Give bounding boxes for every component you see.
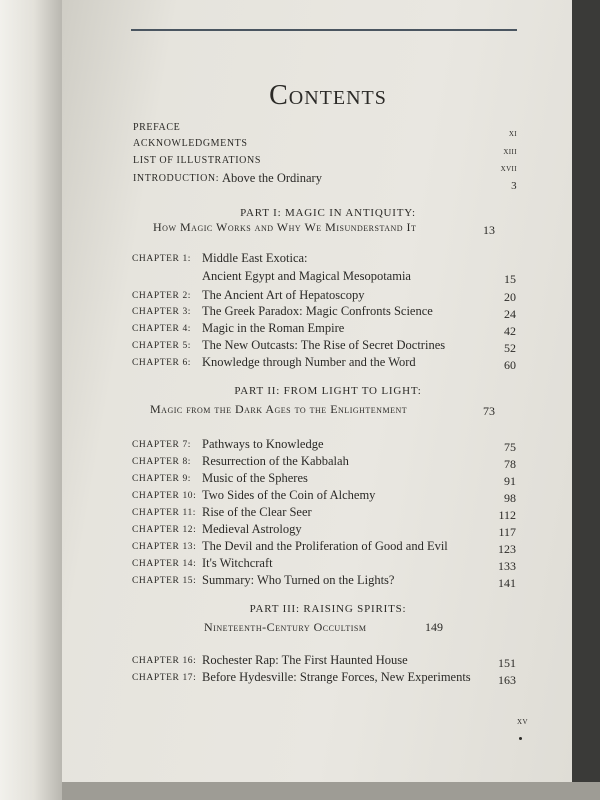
chapter-6-label: CHAPTER 6: xyxy=(132,358,192,368)
toc-entry-introduction-page: 3 xyxy=(511,180,517,192)
book-gutter xyxy=(0,0,62,800)
chapter-8-page: 78 xyxy=(504,457,516,471)
toc-entry-introduction-label: INTRODUCTION: xyxy=(133,173,220,184)
chapter-14-page: 133 xyxy=(498,559,516,573)
chapter-13-page: 123 xyxy=(498,542,516,556)
page-edge-shadow xyxy=(62,782,600,800)
chapter-11-page: 112 xyxy=(498,508,516,522)
part-3-page: 149 xyxy=(425,620,443,634)
chapter-12-page: 117 xyxy=(498,525,516,539)
part-2-page: 73 xyxy=(483,404,495,418)
chapter-14-title: It's Witchcraft xyxy=(202,556,273,570)
chapter-3-page: 24 xyxy=(504,307,516,321)
page-title: Contents xyxy=(269,80,387,111)
chapter-4-page: 42 xyxy=(504,324,516,338)
chapter-6-page: 60 xyxy=(504,358,516,372)
chapter-12-label: CHAPTER 12: xyxy=(132,525,197,535)
chapter-11-label: CHAPTER 11: xyxy=(132,508,197,518)
chapter-16-page: 151 xyxy=(498,656,516,670)
chapter-9-page: 91 xyxy=(504,474,516,488)
chapter-10-page: 98 xyxy=(504,491,516,505)
page-mark xyxy=(519,737,522,740)
chapter-1-title: Middle East Exotica: xyxy=(202,251,308,265)
toc-entry-introduction-title: Above the Ordinary xyxy=(222,171,322,185)
page-number: xv xyxy=(517,716,529,727)
toc-entry-illustrations-page: xvii xyxy=(500,163,517,174)
chapter-3-label: CHAPTER 3: xyxy=(132,307,192,317)
chapter-7-label: CHAPTER 7: xyxy=(132,440,192,450)
chapter-16-label: CHAPTER 16: xyxy=(132,656,197,666)
toc-entry-acknowledgments-page: xiii xyxy=(503,146,517,157)
chapter-4-label: CHAPTER 4: xyxy=(132,324,192,334)
chapter-2-title: The Ancient Art of Hepatoscopy xyxy=(202,288,365,302)
chapter-15-label: CHAPTER 15: xyxy=(132,576,197,586)
chapter-8-title: Resurrection of the Kabbalah xyxy=(202,454,349,468)
part-2-heading: PART II: FROM LIGHT TO LIGHT: xyxy=(234,385,422,397)
part-3-subtitle: Nineteenth-Century Occultism xyxy=(204,620,367,634)
chapter-15-page: 141 xyxy=(498,576,516,590)
chapter-1-title-line2: Ancient Egypt and Magical Mesopotamia xyxy=(202,269,411,283)
chapter-16-title: Rochester Rap: The First Haunted House xyxy=(202,653,408,667)
chapter-10-label: CHAPTER 10: xyxy=(132,491,197,501)
chapter-5-page: 52 xyxy=(504,341,516,355)
header-rule xyxy=(131,29,517,31)
chapter-17-title: Before Hydesville: Strange Forces, New Experiments xyxy=(202,670,471,684)
part-2-subtitle: Magic from the Dark Ages to the Enlightenment xyxy=(150,402,408,416)
chapter-3-title: The Greek Paradox: Magic Confronts Science xyxy=(202,304,433,318)
chapter-7-title: Pathways to Knowledge xyxy=(202,437,324,451)
chapter-9-title: Music of the Spheres xyxy=(202,471,308,485)
chapter-14-label: CHAPTER 14: xyxy=(132,559,197,569)
chapter-12-title: Medieval Astrology xyxy=(202,522,302,536)
part-1-heading: PART I: MAGIC IN ANTIQUITY: xyxy=(240,207,416,219)
chapter-13-label: CHAPTER 13: xyxy=(132,542,197,552)
chapter-5-label: CHAPTER 5: xyxy=(132,341,192,351)
part-1-page: 13 xyxy=(483,223,495,237)
chapter-1-page: 15 xyxy=(504,272,516,286)
chapter-2-label: CHAPTER 2: xyxy=(132,291,192,301)
part-1-subtitle: How Magic Works and Why We Misunderstand It xyxy=(153,220,417,234)
toc-entry-preface-label: PREFACE xyxy=(133,122,181,133)
toc-entry-acknowledgments-label: ACKNOWLEDGMENTS xyxy=(133,138,248,149)
chapter-10-title: Two Sides of the Coin of Alchemy xyxy=(202,488,376,502)
chapter-17-label: CHAPTER 17: xyxy=(132,673,197,683)
chapter-9-label: CHAPTER 9: xyxy=(132,474,192,484)
chapter-4-title: Magic in the Roman Empire xyxy=(202,321,345,335)
toc-entry-preface-page: xi xyxy=(508,128,517,139)
chapter-8-label: CHAPTER 8: xyxy=(132,457,192,467)
part-3-heading: PART III: RAISING SPIRITS: xyxy=(249,603,407,615)
chapter-5-title: The New Outcasts: The Rise of Secret Doctrines xyxy=(202,338,446,352)
chapter-13-title: The Devil and the Proliferation of Good and Evil xyxy=(202,539,448,553)
chapter-1-label: CHAPTER 1: xyxy=(132,254,192,264)
chapter-15-title: Summary: Who Turned on the Lights? xyxy=(202,573,395,587)
chapter-11-title: Rise of the Clear Seer xyxy=(202,505,312,519)
chapter-2-page: 20 xyxy=(504,290,516,304)
chapter-7-page: 75 xyxy=(504,440,516,454)
chapter-6-title: Knowledge through Number and the Word xyxy=(202,355,416,369)
toc-entry-illustrations-label: LIST OF ILLUSTRATIONS xyxy=(133,155,261,166)
chapter-17-page: 163 xyxy=(498,673,516,687)
